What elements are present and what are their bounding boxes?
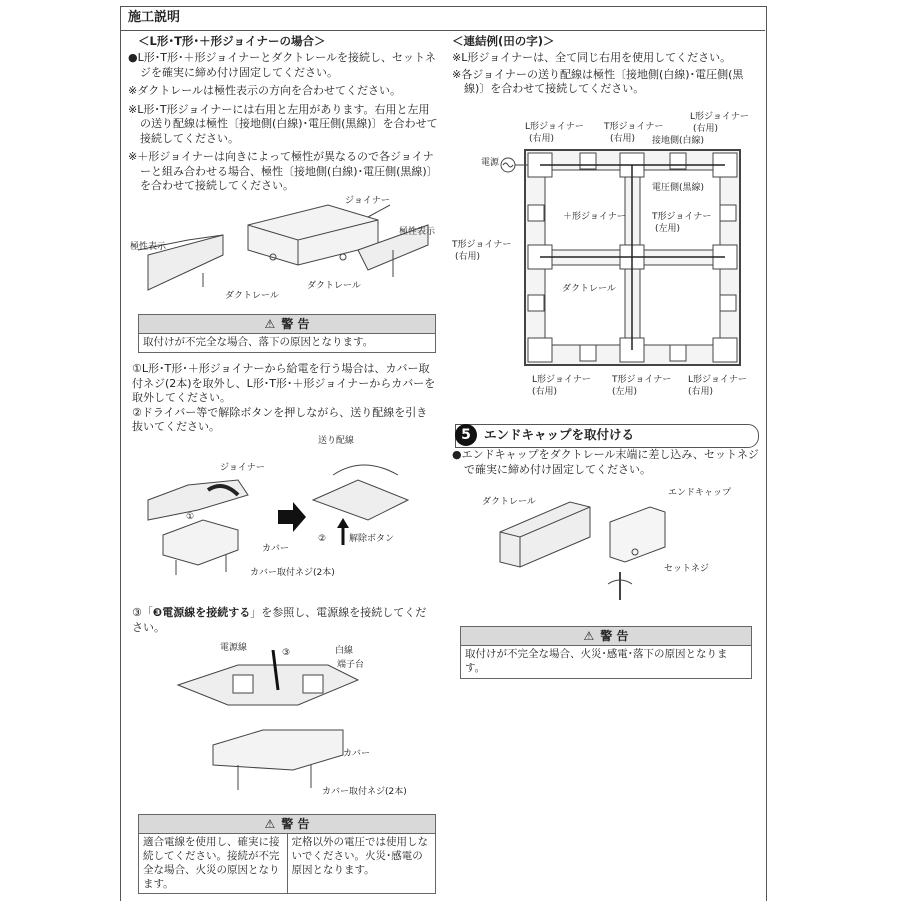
warning-box [460, 626, 752, 679]
joiner-label: (右用) [529, 134, 555, 144]
white-wire-label: 白線 [335, 646, 354, 656]
duct-rail-label: ダクトレール [225, 291, 279, 301]
instruction-item: ※ダクトレールは極性表示の方向を合わせてください。 [128, 84, 401, 98]
duct-rail-label: ダクトレール [562, 284, 616, 294]
joiner-label: (左用) [612, 387, 638, 397]
right-column [452, 34, 758, 97]
joiner-label: (左用) [655, 224, 681, 234]
joiner-label: (右用) [610, 134, 636, 144]
warning-text: 適合電線を使用し、確実に接続してください。接続が不完全な場合、火災の原因となります。 [139, 834, 288, 893]
warning-title: 警 告 [281, 817, 310, 831]
cover-screws-label: カバー取付ネジ(2本) [250, 568, 335, 578]
joiner-label: ＋形ジョイナー [563, 212, 626, 222]
joiner-label: ジョイナー [345, 196, 390, 206]
warning-box [138, 814, 436, 894]
warning-text: 取付けが不完全な場合、落下の原因となります。 [143, 336, 374, 348]
warning-title: 警 告 [281, 317, 310, 331]
joiner-label: L形ジョイナー [688, 375, 747, 385]
step-3-reference: ❸電源線を接続する [152, 606, 251, 619]
step-marker: ② [318, 534, 327, 544]
cover-screws-label: カバー取付ネジ(2本) [322, 787, 407, 797]
cover-removal-figure [128, 440, 443, 580]
joiner-label: T形ジョイナー [652, 212, 712, 222]
title-bar [120, 6, 765, 31]
section-5-text: ●エンドキャップをダクトレール末端に差し込み、セットネジで確実に締め付け固定してください。 [452, 448, 759, 476]
voltage-wire-label: 電圧側(黒線) [652, 183, 705, 193]
warning-icon: ⚠ [264, 317, 276, 331]
connection-diagram [520, 145, 745, 370]
joiner-label: (右用) [688, 387, 714, 397]
release-button-label: 解除ボタン [349, 534, 395, 544]
warning-title: 警 告 [600, 629, 629, 643]
ground-wire-label: 接地側(白線) [652, 136, 705, 146]
instruction-item: ※＋形ジョイナーは向きによって極性が異なるので各ジョイナーと組み合わせる場合、極性〔接地側(白線)･電圧側(黒線)〕を合わせて接続してください。 [128, 150, 438, 193]
step-marker: ① [186, 512, 195, 522]
polarity-label: 極性表示 [130, 242, 167, 252]
power-wire-label: 電源線 [220, 643, 248, 653]
joiner-label: (右用) [693, 124, 719, 134]
section-title: エンドキャップを取付ける [484, 427, 635, 442]
warning-icon: ⚠ [264, 817, 276, 831]
joiner-label: T形ジョイナー [612, 375, 672, 385]
duct-rail-label: ダクトレール [307, 281, 361, 291]
removal-steps [132, 362, 437, 435]
wiring-figure [128, 650, 443, 800]
joiner-label: ジョイナー [220, 463, 265, 473]
warning-text: 定格以外の電圧では使用しないでください。火災･感電の原因となります。 [291, 836, 428, 876]
cover-label: カバー [343, 749, 371, 759]
page-title: 施工説明 [128, 10, 181, 25]
joiner-label: L形ジョイナー [525, 122, 584, 132]
joiner-label: T形ジョイナー [452, 240, 512, 250]
power-source-icon [498, 155, 528, 175]
joiner-label: T形ジョイナー [604, 122, 664, 132]
step-text: ②ドライバー等で解除ボタンを押しながら、送り配線を引き抜いてください。 [132, 405, 428, 434]
power-label: 電源 [481, 158, 500, 168]
instruction-item: ※L形ジョイナーは、全て同じ右用を使用してください。 [452, 51, 732, 65]
section-5-header [455, 424, 759, 448]
step-marker: ③ [282, 648, 291, 658]
feed-wire-label: 送り配線 [318, 436, 355, 446]
joiner-label: L形ジョイナー [690, 112, 749, 122]
left-heading: ＜L形･T形･＋形ジョイナーの場合＞ [138, 34, 326, 48]
warning-box [138, 314, 436, 353]
duct-rail-label: ダクトレール [482, 497, 536, 507]
left-column [128, 34, 440, 194]
polarity-label: 極性表示 [399, 227, 436, 237]
joiner-label: (右用) [455, 252, 481, 262]
joiner-duct-figure [128, 195, 443, 305]
joiner-label: (右用) [532, 387, 558, 397]
set-screw-label: セットネジ [664, 564, 709, 574]
terminal-block-label: 端子台 [337, 660, 365, 670]
joiner-label: L形ジョイナー [532, 375, 591, 385]
instruction-item: ※各ジョイナーの送り配線は極性〔接地側(白線)･電圧側(黒線)〕を合わせて接続してください。 [452, 67, 744, 96]
step-3-text: ③「❸電源線を接続する」を参照し、電源線を接続してください。 [132, 606, 427, 634]
cover-label: カバー [262, 544, 290, 554]
instruction-item: ※L形･T形ジョイナーには右用と左用があります。右用と左用の送り配線は極性〔接地側(白線)･電圧側(黒線)〕を合わせて接続してください。 [128, 102, 438, 145]
step-text: ①L形･T形･＋形ジョイナーから給電を行う場合は、カバー取付ネジ(2本)を取外し、L形･T形･＋形ジョイナーからカバーを取外してください。 [132, 362, 436, 405]
warning-icon: ⚠ [583, 629, 595, 643]
right-heading: ＜連結例(田の字)＞ [452, 34, 555, 48]
section-number: 5 [455, 424, 477, 446]
end-cap-label: エンドキャップ [668, 488, 732, 498]
instruction-item: ●L形･T形･＋形ジョイナーとダクトレールを接続し、セットネジを確実に締め付け固定してください。 [128, 51, 436, 79]
warning-text: 取付けが不完全な場合、火災･感電･落下の原因となります。 [465, 648, 728, 674]
